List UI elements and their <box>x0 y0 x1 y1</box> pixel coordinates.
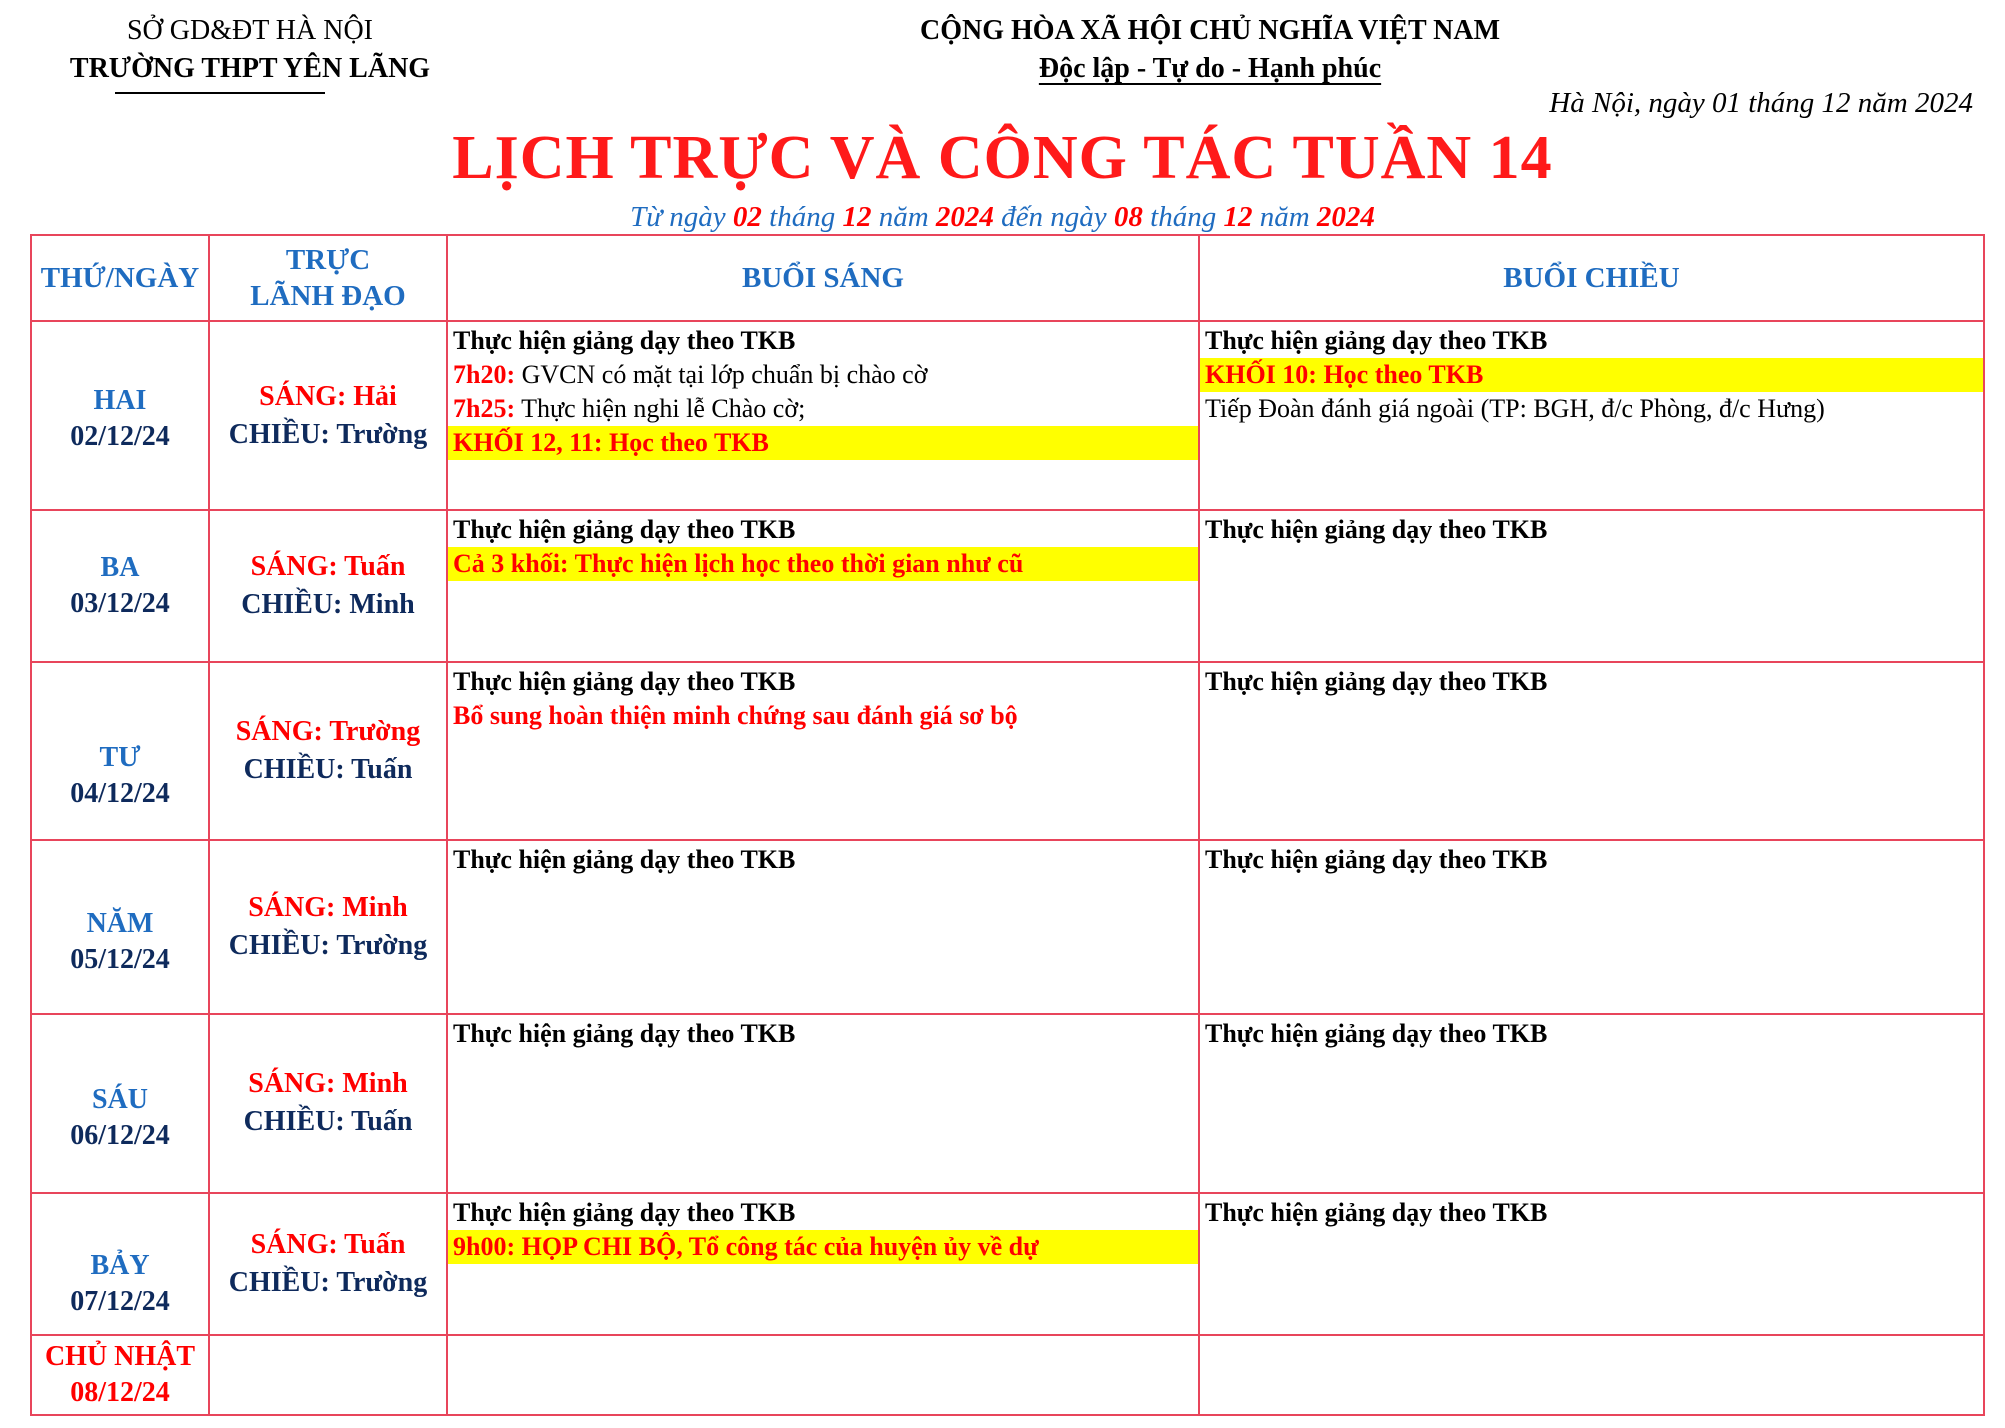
activity-line: Thực hiện giảng dạy theo TKB <box>1205 515 1548 545</box>
activity-line: Tiếp Đoàn đánh giá ngoài (TP: BGH, đ/c Phòng, đ/c Hưng) <box>1205 394 1825 423</box>
morning-leader: SÁNG: Hải <box>259 380 397 412</box>
activity-line: Thực hiện giảng dạy theo TKB <box>1205 326 1548 355</box>
day-cell <box>31 662 209 840</box>
morning-activities-cell <box>447 1193 1199 1335</box>
morning-leader: SÁNG: Minh <box>248 1068 408 1100</box>
col-header-afternoon: BUỔI CHIỀU <box>1199 235 1984 321</box>
range-to-year: 2024 <box>1316 201 1375 233</box>
range-from-year: 2024 <box>935 201 994 233</box>
range-to-label: đến ngày <box>1001 201 1107 233</box>
day-date: 07/12/24 <box>70 1285 170 1317</box>
header-left <box>20 12 480 88</box>
leader-cell <box>209 321 447 510</box>
morning-leader: SÁNG: Tuấn <box>250 550 406 582</box>
leader-cell <box>209 840 447 1014</box>
day-cell <box>31 840 209 1014</box>
afternoon-activities-cell <box>1199 1335 1984 1415</box>
col-header-day: THỨ/NGÀY <box>31 235 209 321</box>
table-header-row <box>31 235 1984 321</box>
morning-activities-cell <box>447 321 1199 510</box>
day-date: 02/12/24 <box>70 420 170 452</box>
activity-line: Thực hiện giảng dạy theo TKB <box>453 666 796 696</box>
afternoon-leader: CHIỀU: Trường <box>228 418 428 450</box>
day-name: SÁU <box>91 1084 148 1116</box>
header-right <box>850 12 1570 88</box>
day-name: TƯ <box>99 741 141 773</box>
afternoon-activities-cell <box>1199 1014 1984 1192</box>
range-to-month-label: tháng <box>1150 201 1217 233</box>
col-header-leader-line2: LÃNH ĐẠO <box>250 280 406 312</box>
afternoon-activities-cell <box>1199 510 1984 661</box>
leader-cell <box>209 510 447 661</box>
range-to-year-label: năm <box>1259 201 1310 233</box>
day-date: 04/12/24 <box>70 777 170 809</box>
date-range <box>0 197 2005 237</box>
leader-cell <box>209 1193 447 1335</box>
header-left-underline <box>115 92 325 94</box>
activity-line: Thực hiện giảng dạy theo TKB <box>1205 666 1548 696</box>
afternoon-leader: CHIỀU: Tuấn <box>243 1106 413 1138</box>
afternoon-activities-cell <box>1199 662 1984 840</box>
morning-leader: SÁNG: Trường <box>235 715 421 747</box>
motto: Độc lập - Tự do - Hạnh phúc <box>1038 53 1382 84</box>
day-name: BẢY <box>90 1249 150 1281</box>
activity-time: 7h25: <box>453 394 516 423</box>
republic-name: CỘNG HÒA XÃ HỘI CHỦ NGHĨA VIỆT NAM <box>919 15 1501 46</box>
activity-line: Thực hiện giảng dạy theo TKB <box>1205 1197 1548 1227</box>
activity-line: Thực hiện giảng dạy theo TKB <box>453 326 796 355</box>
department-name: SỞ GD&ĐT HÀ NỘI <box>126 15 374 46</box>
activity-line: Thực hiện giảng dạy theo TKB <box>1205 844 1548 874</box>
afternoon-leader: CHIỀU: Trường <box>228 1266 428 1298</box>
table-row <box>31 840 1984 1014</box>
range-from-year-label: năm <box>878 201 929 233</box>
schedule-table <box>30 234 1985 1416</box>
activity-line <box>448 392 1198 426</box>
school-name: TRƯỜNG THPT YÊN LÃNG <box>69 53 431 84</box>
morning-activities-cell <box>447 1335 1199 1415</box>
range-to-month: 12 <box>1223 201 1253 233</box>
day-cell <box>31 1193 209 1335</box>
day-date: 03/12/24 <box>70 587 170 619</box>
afternoon-activities-cell <box>1199 840 1984 1014</box>
morning-activities-cell <box>447 840 1199 1014</box>
day-date: 08/12/24 <box>70 1376 170 1408</box>
day-cell <box>31 321 209 510</box>
activity-line: Thực hiện giảng dạy theo TKB <box>453 1019 796 1049</box>
morning-leader: SÁNG: Minh <box>248 892 408 924</box>
activity-line: KHỐI 12, 11: Học theo TKB <box>448 426 1198 460</box>
range-from-label: Từ ngày <box>630 201 726 233</box>
place-date: Hà Nội, ngày 01 tháng 12 năm 2024 <box>1549 87 1973 119</box>
range-from-day: 02 <box>732 201 762 233</box>
afternoon-leader: CHIỀU: Minh <box>241 588 415 620</box>
day-cell <box>31 510 209 661</box>
activity-text: Thực hiện nghi lễ Chào cờ; <box>515 394 806 423</box>
day-date: 05/12/24 <box>70 944 170 976</box>
range-to-day: 08 <box>1113 201 1143 233</box>
day-name: NĂM <box>86 908 154 940</box>
activity-line: Bổ sung hoàn thiện minh chứng sau đánh giá sơ bộ <box>453 700 1018 730</box>
activity-text: GVCN có mặt tại lớp chuẩn bị chào cờ <box>515 360 928 389</box>
range-from-month-label: tháng <box>769 201 836 233</box>
activity-line: Thực hiện giảng dạy theo TKB <box>453 1197 796 1227</box>
morning-activities-cell <box>447 662 1199 840</box>
afternoon-leader: CHIỀU: Trường <box>228 930 428 962</box>
day-cell <box>31 1014 209 1192</box>
day-name: HAI <box>93 384 147 416</box>
col-header-morning: BUỔI SÁNG <box>447 235 1199 321</box>
afternoon-activities-cell <box>1199 321 1984 510</box>
morning-activities-cell <box>447 510 1199 661</box>
leader-cell <box>209 1014 447 1192</box>
activity-line: Thực hiện giảng dạy theo TKB <box>453 844 796 874</box>
col-header-leader-line1: TRỰC <box>285 244 371 276</box>
activity-line <box>448 358 1198 392</box>
day-cell <box>31 1335 209 1415</box>
afternoon-activities-cell <box>1199 1193 1984 1335</box>
table-row <box>31 662 1984 840</box>
day-name: BA <box>100 551 140 583</box>
range-from-month: 12 <box>842 201 872 233</box>
page-title: LỊCH TRỰC VÀ CÔNG TÁC TUẦN 14 <box>452 124 1553 192</box>
activity-time: 7h20: <box>453 360 516 389</box>
activity-line: Thực hiện giảng dạy theo TKB <box>453 515 796 545</box>
table-row <box>31 1014 1984 1192</box>
leader-cell <box>209 1335 447 1415</box>
table-row <box>31 510 1984 661</box>
leader-cell <box>209 662 447 840</box>
activity-line: Cả 3 khối: Thực hiện lịch học theo thời gian như cũ <box>448 547 1198 581</box>
day-name: CHỦ NHẬT <box>44 1340 196 1372</box>
table-row <box>31 1335 1984 1415</box>
day-date: 06/12/24 <box>70 1120 170 1152</box>
table-row <box>31 321 1984 510</box>
activity-line: KHỐI 10: Học theo TKB <box>1200 358 1983 392</box>
afternoon-leader: CHIỀU: Tuấn <box>243 753 413 785</box>
activity-line: 9h00: HỌP CHI BỘ, Tổ công tác của huyện ủy về dự <box>448 1230 1198 1264</box>
activity-line: Thực hiện giảng dạy theo TKB <box>1205 1019 1548 1049</box>
col-header-leader <box>209 235 447 321</box>
morning-leader: SÁNG: Tuấn <box>250 1228 406 1260</box>
table-row <box>31 1193 1984 1335</box>
morning-activities-cell <box>447 1014 1199 1192</box>
